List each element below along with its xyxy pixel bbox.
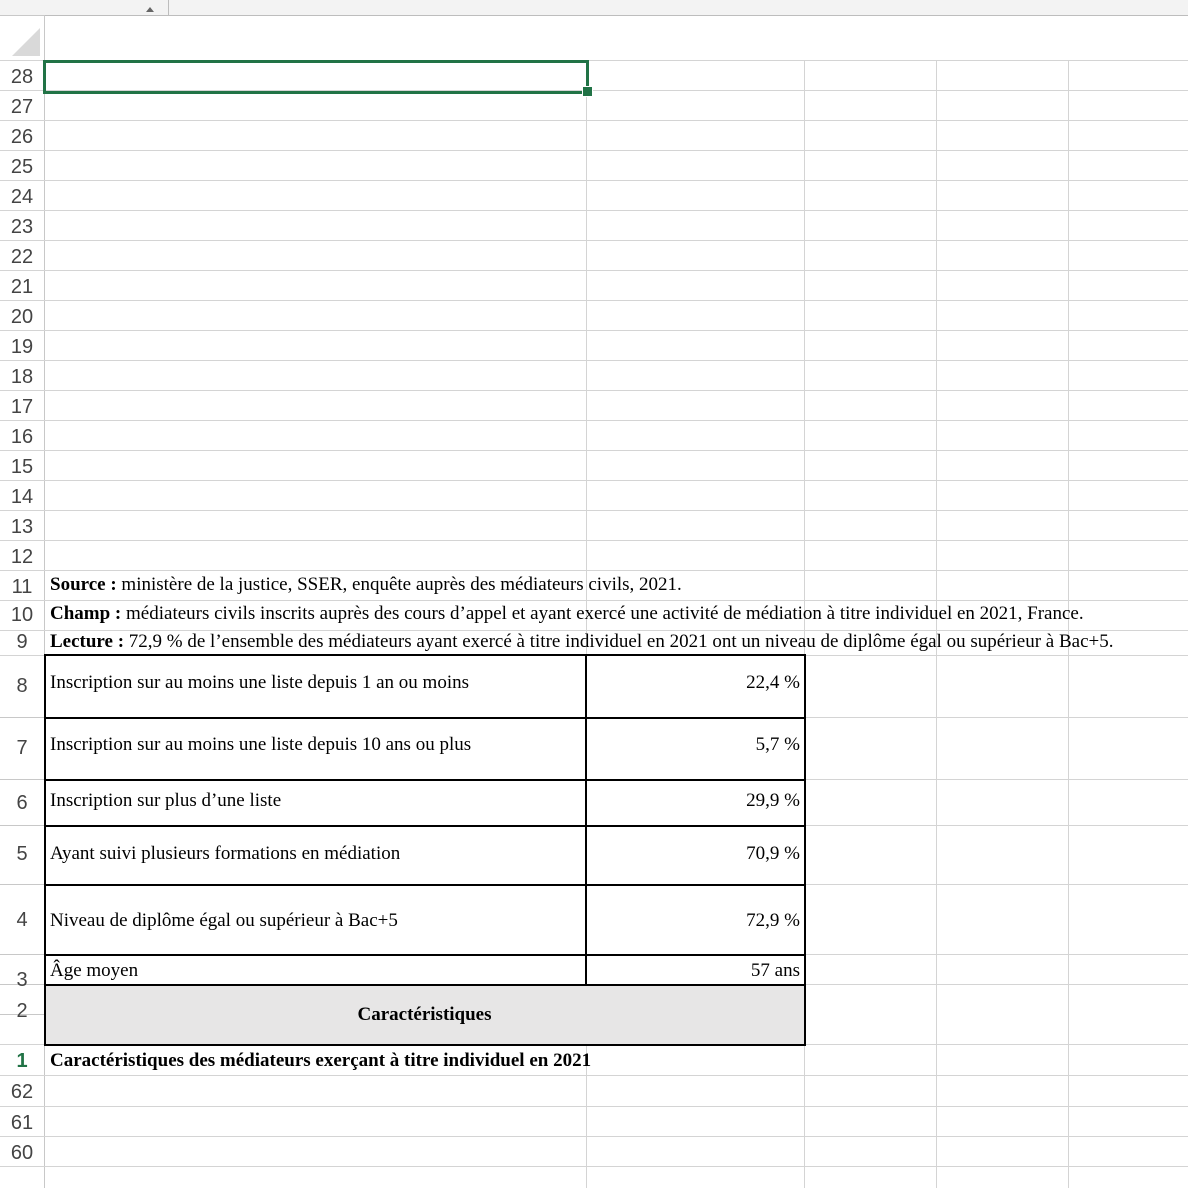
row-value[interactable]: 57 ans	[750, 960, 800, 981]
row-number[interactable]: 19	[10, 336, 34, 358]
row-number[interactable]: 26	[10, 126, 34, 148]
row-label[interactable]: Âge moyen	[50, 960, 139, 981]
table-header: Caractéristiques	[357, 1004, 492, 1025]
note-lecture[interactable]	[50, 631, 1113, 653]
row-number[interactable]: 9	[16, 631, 28, 653]
row-number[interactable]: 4	[16, 909, 28, 931]
row-value[interactable]: 5,7 %	[755, 734, 800, 755]
row-number[interactable]: 12	[10, 546, 34, 568]
note-lecture-label: Lecture :	[50, 631, 125, 652]
note-champ-label: Champ :	[50, 603, 122, 624]
row-number[interactable]: 17	[10, 396, 34, 418]
row-label[interactable]: Inscription sur plus d’une liste	[50, 790, 282, 811]
name-box-chevron-icon[interactable]	[146, 7, 154, 12]
row-number[interactable]: 62	[10, 1081, 34, 1103]
formula-bar[interactable]	[0, 0, 1188, 16]
row-number[interactable]: 18	[10, 366, 34, 388]
row-number[interactable]: 14	[10, 486, 34, 508]
note-source[interactable]	[50, 574, 682, 596]
row-number[interactable]: 28	[10, 66, 34, 88]
table-title: Caractéristiques des médiateurs exerçant à titre individuel en 2021	[50, 1050, 592, 1071]
fill-handle[interactable]	[582, 86, 593, 97]
note-source-label: Source :	[50, 574, 117, 595]
row-number[interactable]: 7	[16, 737, 28, 759]
row-value[interactable]: 70,9 %	[746, 843, 800, 864]
row-number[interactable]: 6	[16, 792, 28, 814]
active-cell-selection[interactable]	[43, 60, 589, 94]
note-champ-text: médiateurs civils inscrits auprès des cours d’appel et ayant exercé une activité de médiation à titre individuel en 2021, France.	[126, 603, 1084, 624]
row-number[interactable]: 25	[10, 156, 34, 178]
row-label[interactable]: Inscription sur au moins une liste depuis 10 ans ou plus	[50, 734, 472, 755]
row-value[interactable]: 29,9 %	[746, 790, 800, 811]
row-number[interactable]: 61	[10, 1112, 34, 1134]
row-number[interactable]: 11	[11, 576, 33, 598]
row-number[interactable]: 8	[16, 675, 28, 697]
row-number[interactable]: 27	[10, 96, 34, 118]
row-number[interactable]: 15	[10, 456, 34, 478]
row-number[interactable]: 13	[10, 516, 34, 538]
row-number[interactable]: 5	[16, 843, 28, 865]
row-value[interactable]: 72,9 %	[746, 910, 800, 931]
row-number[interactable]: 24	[10, 186, 34, 208]
note-champ[interactable]	[50, 603, 1084, 625]
note-source-text: ministère de la justice, SSER, enquête auprès des médiateurs civils, 2021.	[121, 574, 682, 595]
row-number[interactable]: 22	[10, 246, 34, 268]
row-label[interactable]: Inscription sur au moins une liste depuis 1 an ou moins	[50, 672, 470, 693]
row-number-active[interactable]: 1	[16, 1050, 28, 1072]
row-value[interactable]: 22,4 %	[746, 672, 800, 693]
row-number[interactable]: 20	[10, 306, 34, 328]
row-number[interactable]: 21	[10, 276, 34, 298]
row-number[interactable]: 16	[10, 426, 34, 448]
row-number[interactable]: 3	[16, 969, 28, 991]
row-number[interactable]: 2	[16, 1000, 28, 1022]
row-number[interactable]: 10	[10, 604, 34, 626]
note-lecture-text: 72,9 % de l’ensemble des médiateurs ayant exercé à titre individuel en 2021 ont un niveau de diplôme égal ou supérieur à Bac+5.	[128, 631, 1114, 652]
row-number[interactable]: 60	[10, 1142, 34, 1164]
row-number[interactable]: 23	[10, 216, 34, 238]
row-label[interactable]: Ayant suivi plusieurs formations en médiation	[50, 843, 401, 864]
name-box-divider	[168, 0, 169, 16]
row-label[interactable]: Niveau de diplôme égal ou supérieur à Bac+5	[50, 910, 398, 931]
select-all-triangle-icon	[12, 28, 40, 56]
